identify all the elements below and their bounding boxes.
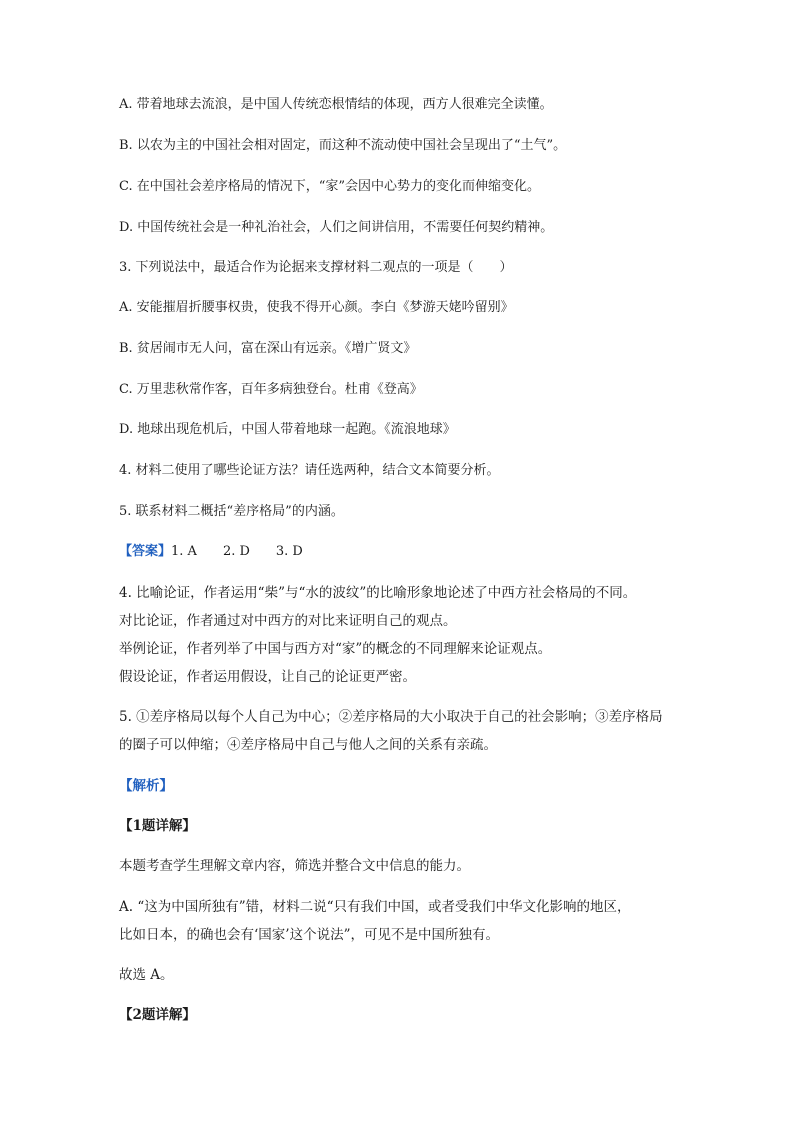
detail-1-line-2: 比如日本，的确也会有‘国家’这个说法”，可见不是中国所独有。 [119, 927, 499, 943]
answer-4-line-3: 举例论证，作者列举了中国与西方对“家”的概念的不同理解来论证观点。 [119, 641, 552, 657]
analysis-heading: 【解析】 [119, 778, 173, 794]
answer-4-line-2: 对比论证，作者通过对中西方的对比来证明自己的观点。 [119, 613, 457, 629]
q3-option-b: B. 贫居闹市无人问，富在深山有远亲。《增广贤文》 [119, 341, 417, 356]
q3-option-d: D. 地球出现危机后，中国人带着地球一起跑。《流浪地球》 [119, 422, 456, 437]
answer-5-line-1: 5. ①差序格局以每个人自己为中心；②差序格局的大小取决于自己的社会影响；③差序格局 [119, 709, 663, 725]
detail-1-intro: 本题考查学生理解文章内容，筛选并整合文中信息的能力。 [119, 858, 470, 874]
q2-option-c: C. 在中国社会差序格局的情况下，“家”会因中心势力的变化而伸缩变化。 [119, 179, 541, 194]
answer-values: 1. A 2. D 3. D [171, 544, 303, 559]
answer-5-line-2: 的圈子可以伸缩；④差序格局中自己与他人之间的关系有亲疏。 [119, 737, 497, 753]
detail-1-line-1: A. “这为中国所独有”错，材料二说“只有我们中国，或者受我们中华文化影响的地区， [119, 899, 631, 915]
detail-1-choice: 故选 A。 [119, 967, 174, 983]
answer-tag: 【答案】 [119, 544, 172, 559]
detail-2-heading: 【2题详解】 [119, 1007, 196, 1023]
q2-option-b: B. 以农为主的中国社会相对固定，而这种不流动使中国社会呈现出了“土气”。 [119, 138, 567, 153]
q2-option-d: D. 中国传统社会是一种礼治社会，人们之间讲信用，不需要任何契约精神。 [119, 220, 554, 235]
answer-4-line-1: 4. 比喻论证，作者运用“柴”与“水的波纹”的比喻形象地论述了中西方社会格局的不同。 [119, 585, 637, 601]
detail-1-heading: 【1题详解】 [119, 818, 196, 834]
q5-stem: 5. 联系材料二概括“差序格局”的内涵。 [119, 504, 344, 519]
q3-option-a: A. 安能摧眉折腰事权贵，使我不得开心颜。李白《梦游天姥吟留别》 [119, 300, 514, 315]
q3-stem: 3. 下列说法中，最适合作为论据来支撑材料二观点的一项是（ ） [119, 260, 513, 275]
q4-stem: 4. 材料二使用了哪些论证方法？请任选两种，结合文本简要分析。 [119, 463, 500, 478]
q3-option-c: C. 万里悲秋常作客，百年多病独登台。杜甫《登高》 [119, 382, 423, 397]
q2-option-a: A. 带着地球去流浪，是中国人传统恋根情结的体现，西方人很难完全读懂。 [119, 97, 553, 112]
answer-line [119, 543, 303, 561]
answer-4-line-4: 假设论证，作者运用假设，让自己的论证更严密。 [119, 669, 416, 685]
